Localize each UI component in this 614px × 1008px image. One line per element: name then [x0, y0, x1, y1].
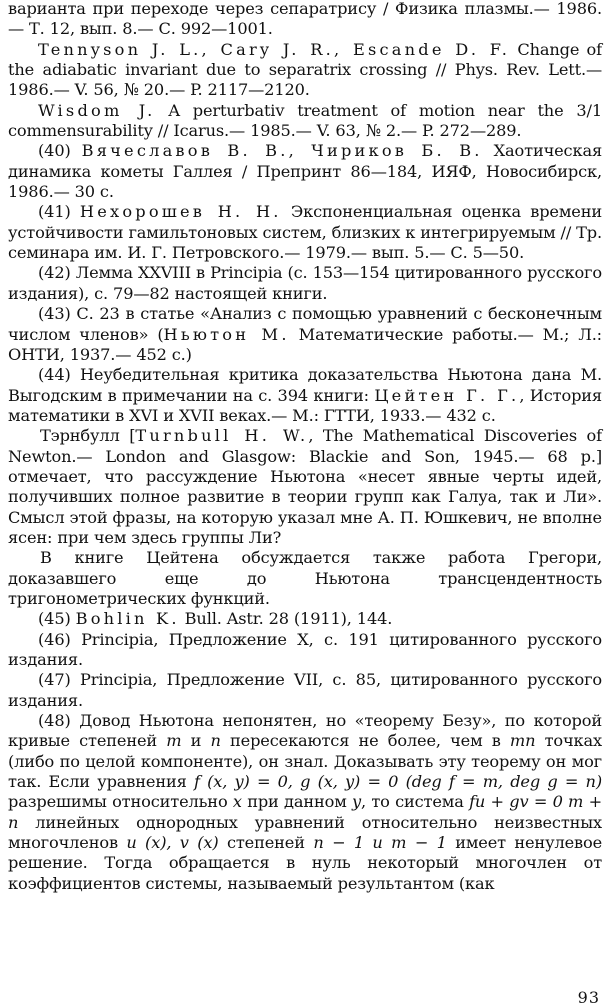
math-var: mn	[509, 731, 536, 751]
note-number: (43)	[38, 304, 71, 324]
author: Цейтен Г. Г.	[374, 385, 520, 405]
author: Нехорошев Н. Н.	[79, 202, 282, 222]
note-number: (45)	[38, 609, 71, 629]
note-number: (44)	[38, 365, 71, 385]
math-equation: f (x, y) = 0, g (x, y) = 0 (deg f = m, deg g = n)	[193, 772, 602, 792]
note-46: (46) Principia, Предложение X, с. 191 цитированного русского издания.	[8, 629, 602, 669]
note-number: (42)	[38, 263, 71, 283]
author: Ньютон М.	[163, 324, 290, 344]
bib-entry-continuation: варианта при переходе через сепаратрису / Физика плазмы.— 1986.— Т. 12, вып. 8.— С. 992—1001.	[8, 0, 602, 39]
math-expression: n − 1 и m − 1	[313, 833, 447, 853]
note-45: (45) Bohlin K. Bull. Astr. 28 (1911), 144.	[38, 609, 393, 629]
author: Bohlin K.	[75, 609, 180, 629]
note-number: (48)	[38, 711, 71, 731]
note-47: (47) Principia, Предложение VII, с. 85, цитированного русского издания.	[8, 670, 602, 710]
author: Wisdom J.	[38, 100, 156, 120]
note-number: (41)	[38, 202, 71, 222]
bib-entry-tennyson: Tennyson J. L., Cary J. R., Escande D. F. Change of the adiabatic invariant due to separatrix crossing // Phys. Rev. Lett.— 1986.— V. 56, № 20.— P. 2117—2120.	[8, 39, 602, 100]
note-number: (47)	[38, 670, 71, 690]
note-48: (48) Довод Ньютона непонятен, но «теорему Безу», по которой кривые степеней m и n пересекаются не более, чем в mn точках (либо по целой компоненте), он знал. Доказывать эту теорему он мог так. Если уравнения f (x, y) = 0, g (x, y) = 0 (deg f = m, deg g = n) разрешимы относительно x при данном y, то система fu + gv = 0 m + n линейных однородных уравнений относительно неизвестных многочленов u (x), v (x) степеней n − 1 и m − 1 имеет ненулевое решение. Тогда обращается в нуль некоторый многочлен от коэффициентов системы, называемый результантом (как	[8, 711, 603, 893]
math-var: m	[166, 731, 182, 751]
note-number: (46)	[38, 629, 71, 649]
math-expression: u (x), v (x)	[126, 833, 219, 853]
note-40: (40) Вячеславов В. В., Чириков Б. В. Хаотическая динамика кометы Галлея / Препринт 86—184, ИЯФ, Новосибирск, 1986.— 30 с.	[8, 141, 603, 202]
page-number: 93	[577, 987, 600, 1007]
note-43: (43) С. 23 в статье «Анализ с помощью уравнений с бесконечным числом членов» (Ньютон М. Математические работы.— М.; Л.: ОНТИ, 1937.— 452 с.)	[8, 304, 602, 364]
math-equation: fu + gv = 0 m + n	[8, 792, 603, 832]
paragraph-gregory: В книге Цейтена обсуждается также работа Грегори, доказавшего еще до Ньютона трансцендентность тригонометрических функций.	[8, 548, 602, 608]
note-41: (41) Нехорошев Н. Н. Экспоненциальная оценка времени устойчивости гамильтоновых систем, близких к интегрируемым // Тр. семинара им. И. Г. Петровского.— 1979.— вып. 5.— С. 5—50.	[8, 202, 602, 263]
author: Вячеславов В. В., Чириков Б. В.	[81, 141, 483, 161]
note-number: (40)	[38, 141, 71, 161]
math-var: x	[232, 792, 242, 812]
math-var: y	[352, 792, 362, 812]
note-44: (44) Неубедительная критика доказательства Ньютона дана М. Выгодским в примечании на с. 394 книги: Цейтен Г. Г., История математики в XVI и XVII веках.— М.: ГТТИ, 1933.— 432 с.	[8, 365, 602, 425]
author: Turnbull H. W.	[135, 426, 309, 446]
paragraph-turnbull: Тэрнбулл [Turnbull H. W., The Mathematical Discoveries of Newton.— London and Glasgow: Blackie and Son, 1945.— 68 p.] отмечает, что рассуждение Ньютона «несет явные черты идей, получивших полное развитие в теории групп как Галуа, так и Ли». Смысл этой фразы, на которую указал мне А. П. Юшкевич, не вполне ясен: при чем здесь группы Ли?	[8, 426, 602, 547]
math-var: n	[210, 731, 221, 751]
bib-entry-wisdom: Wisdom J. A perturbativ treatment of motion near the 3/1 commensurability // Icarus.— 1985.— V. 63, № 2.— P. 272—289.	[8, 100, 602, 141]
author: Tennyson J. L., Cary J. R., Escande D. F.	[38, 39, 511, 59]
note-42: (42) Лемма XXVIII в Principia (с. 153—154 цитированного русского издания), с. 79—82 настоящей книги.	[8, 263, 602, 303]
